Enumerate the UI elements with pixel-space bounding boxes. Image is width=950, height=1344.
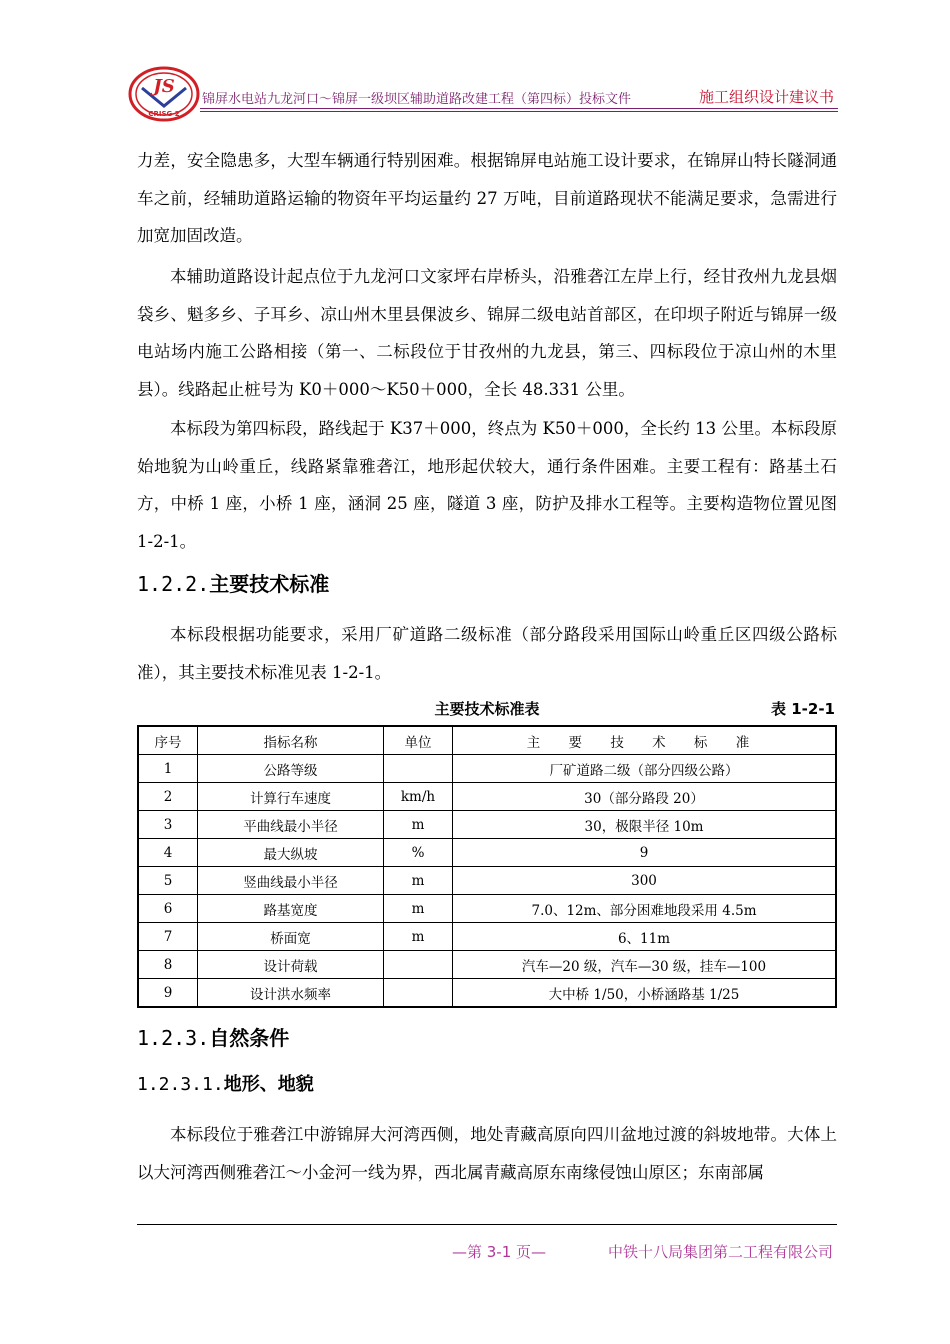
table-cell: 3 [138, 811, 198, 839]
table-cell: 桥面宽 [198, 923, 384, 951]
table-cell: 路基宽度 [198, 895, 384, 923]
table-cell: m [384, 895, 453, 923]
column-header: 序号 [138, 726, 198, 755]
table-cell: 30（部分路段 20） [453, 783, 837, 811]
table-cell: 5 [138, 867, 198, 895]
table-cell: 设计洪水频率 [198, 979, 384, 1008]
paragraph-terrain: 本标段位于雅砻江中游锦屏大河湾西侧，地处青藏高原向四川盆地过渡的斜坡地带。大体上以大河湾西侧雅砻江～小金河一线为界，西北属青藏高原东南缘侵蚀山原区；东南部属 [137, 1125, 837, 1182]
column-header: 指标名称 [198, 726, 384, 755]
heading-natural-conditions [137, 1022, 289, 1051]
table-cell: 1 [138, 755, 198, 783]
table-cell: m [384, 867, 453, 895]
header-document-type: 施工组织设计建议书 [698, 88, 834, 106]
table-cell: 7 [138, 923, 198, 951]
table-cell: % [384, 839, 453, 867]
footer-company-name: 中铁十八局集团第二工程有限公司 [607, 1243, 833, 1261]
table-row [138, 755, 836, 783]
table-cell: 4 [138, 839, 198, 867]
table-title: 主要技术标准表 [434, 700, 540, 718]
table-row [138, 895, 836, 923]
technical-standards-table [137, 725, 837, 1008]
table-cell: 最大纵坡 [198, 839, 384, 867]
column-header: 单位 [384, 726, 453, 755]
table-cell: 7.0、12m、部分困难地段采用 4.5m [453, 895, 837, 923]
table-row [138, 979, 836, 1008]
heading-text: 地形、地貌 [223, 1074, 314, 1095]
heading-number: 1.2.2. [137, 572, 210, 596]
table-caption [137, 698, 837, 722]
table-row [138, 923, 836, 951]
paragraph-continued: 力差，安全隐患多，大型车辆通行特别困难。根据锦屏电站施工设计要求，在锦屏山特长隧洞通车之前，经辅助道路运输的物资年平均运量约 27 万吨，目前道路现状不能满足要求，急需进行加宽加固改造。 [137, 151, 837, 245]
header-divider-secondary [200, 111, 838, 112]
table-row [138, 867, 836, 895]
table-cell [384, 755, 453, 783]
heading-text: 自然条件 [209, 1026, 290, 1050]
table-cell: 30，极限半径 10m [453, 811, 837, 839]
company-logo-icon [128, 66, 200, 122]
table-cell: 计算行车速度 [198, 783, 384, 811]
table-cell: 汽车—20 级，汽车—30 级，挂车—100 [453, 951, 837, 979]
table-row [138, 783, 836, 811]
paragraph-section-four: 本标段为第四标段，路线起于 K37＋000，终点为 K50＋000，全长约 13 公里。本标段原始地貌为山岭重丘，线路紧靠雅砻江，地形起伏较大，通行条件困难。主要工程有：路基土石方，中桥 1 座，小桥 1 座，涵洞 25 座，隧道 3 座，防护及排水工程等。主要构造物位置见图 1-2-1。 [137, 419, 837, 551]
table-cell: m [384, 811, 453, 839]
table-cell: 平曲线最小半径 [198, 811, 384, 839]
table-cell: 大中桥 1/50，小桥涵路基 1/25 [453, 979, 837, 1008]
logo-text: CRISG 2 [148, 110, 180, 118]
heading-main-technical-standards [137, 568, 329, 597]
table-cell: 厂矿道路二级（部分四级公路） [453, 755, 837, 783]
table-cell: 6 [138, 895, 198, 923]
table-cell: m [384, 923, 453, 951]
table-row [138, 951, 836, 979]
table-cell: 公路等级 [198, 755, 384, 783]
table-cell: 6、11m [453, 923, 837, 951]
table-cell [384, 979, 453, 1008]
table-cell: 设计荷载 [198, 951, 384, 979]
header-project-title: 锦屏水电站九龙河口～锦屏一级坝区辅助道路改建工程（第四标）投标文件 [202, 92, 632, 107]
heading-number: 1.2.3. [137, 1026, 210, 1050]
heading-text: 主要技术标准 [209, 572, 330, 596]
table-cell: 9 [453, 839, 837, 867]
table-header-row [138, 726, 836, 755]
page-number: —第 3-1 页— [452, 1243, 547, 1261]
table-cell: 8 [138, 951, 198, 979]
table-number: 表 1-2-1 [771, 700, 835, 718]
column-header: 主 要 技 术 标 准 [453, 726, 837, 755]
heading-number: 1.2.3.1. [137, 1074, 224, 1095]
header-divider [200, 108, 838, 109]
heading-terrain-landform [137, 1070, 314, 1096]
table-cell [384, 951, 453, 979]
table-cell: km/h [384, 783, 453, 811]
paragraph-route-description: 本辅助道路设计起点位于九龙河口文家坪右岸桥头，沿雅砻江左岸上行，经甘孜州九龙县烟袋乡、魁多乡、子耳乡、凉山州木里县倮波乡、锦屏二级电站首部区，在印坝子附近与锦屏一级电站场内施工公路相接（第一、二标段位于甘孜州的九龙县，第三、四标段位于凉山州的木里县）。线路起止桩号为 K0＋000～K50＋000，全长 48.331 公里。 [137, 267, 837, 399]
table-row [138, 811, 836, 839]
table-row [138, 839, 836, 867]
table-cell: 9 [138, 979, 198, 1008]
table-cell: 300 [453, 867, 837, 895]
paragraph-standards-intro: 本标段根据功能要求，采用厂矿道路二级标准（部分路段采用国际山岭重丘区四级公路标准），其主要技术标准见表 1-2-1。 [137, 625, 837, 682]
table-cell: 2 [138, 783, 198, 811]
logo-letters: JS [153, 76, 175, 97]
table-cell: 竖曲线最小半径 [198, 867, 384, 895]
page-header [128, 66, 838, 122]
footer-divider [137, 1224, 837, 1225]
